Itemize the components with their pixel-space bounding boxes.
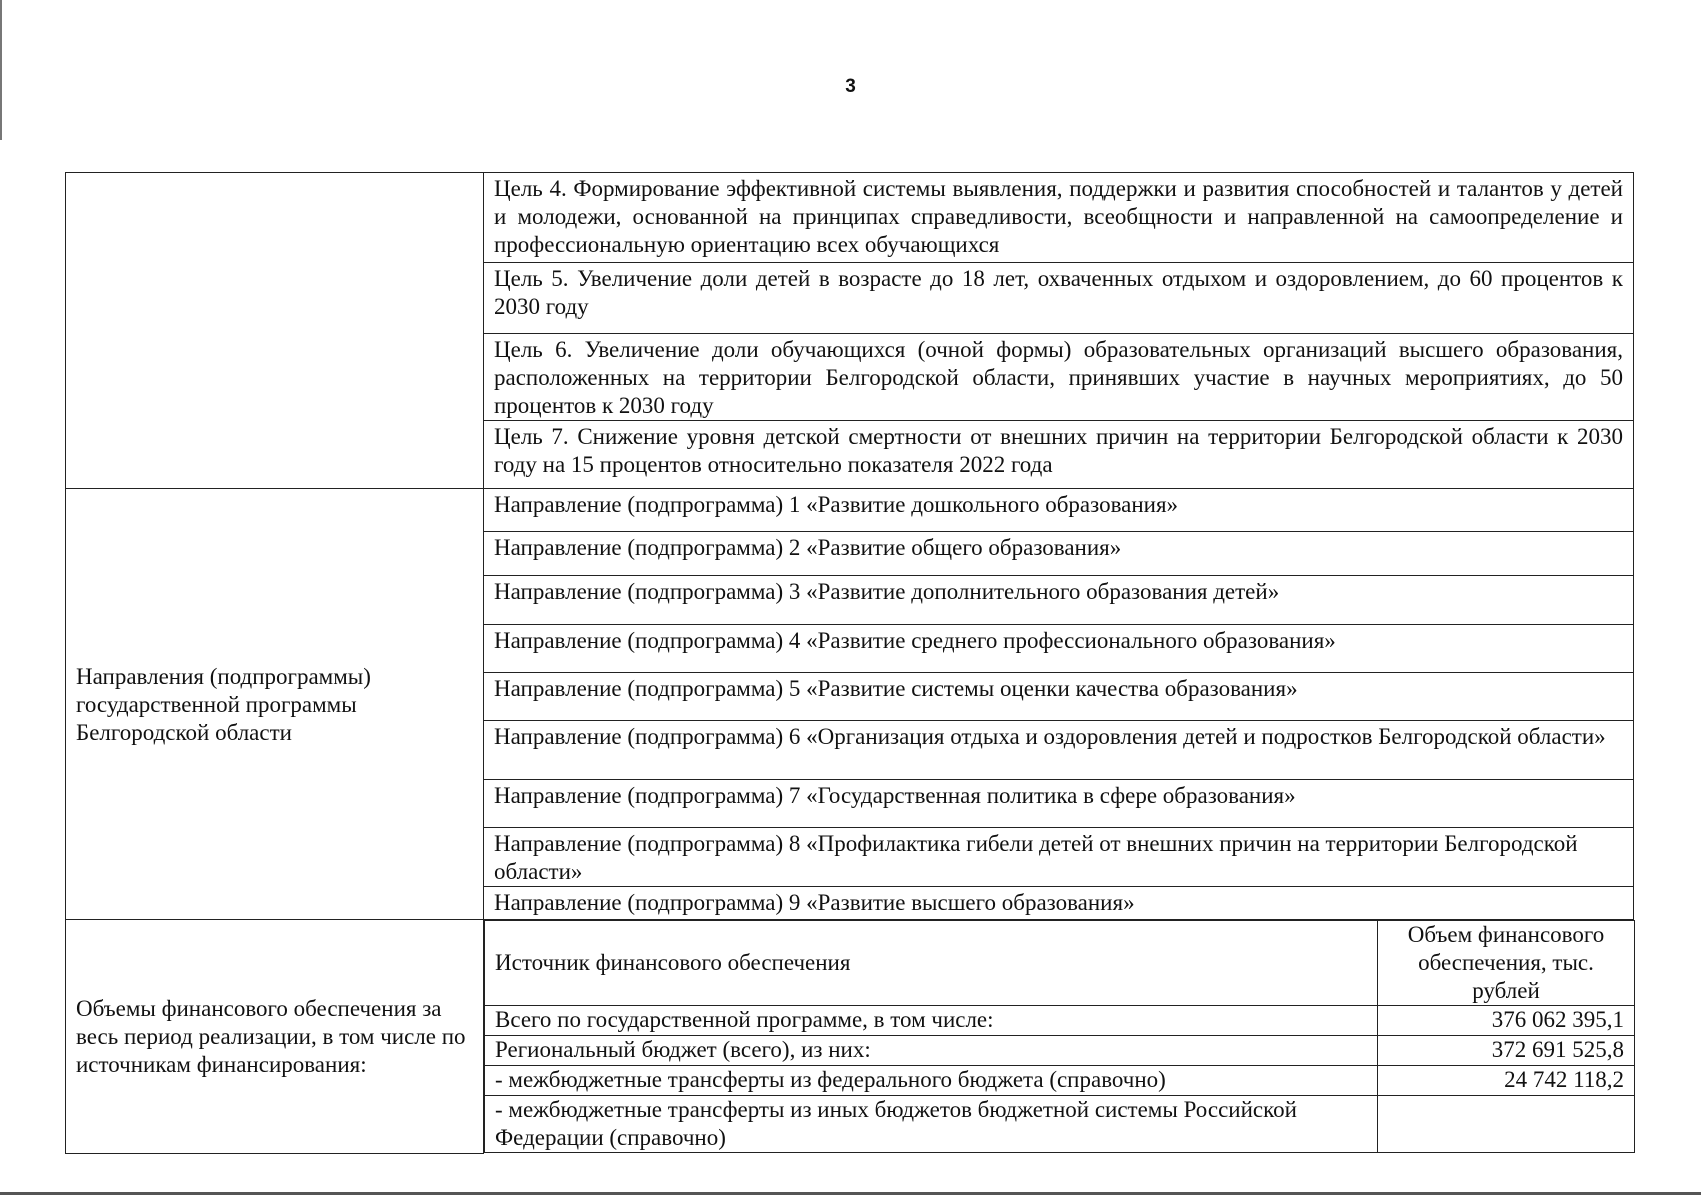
finance-data-row [485,1096,1635,1153]
finance-row [66,920,1634,1154]
finance-value: 376 062 395,1 [1378,1006,1635,1036]
finance-data-row [485,1006,1635,1036]
direction-item: Направление (подпрограмма) 5 «Развитие системы оценки качества образования» [484,673,1634,721]
scan-left-edge [0,0,2,140]
direction-item: Направление (подпрограмма) 6 «Организация отдыха и оздоровления детей и подростков Белгородской области» [484,721,1634,780]
direction-item: Направление (подпрограмма) 2 «Развитие общего образования» [484,532,1634,576]
finance-source: Региональный бюджет (всего), из них: [485,1036,1378,1066]
direction-item: Направление (подпрограмма) 3 «Развитие дополнительного образования детей» [484,576,1634,625]
finance-data-row [485,1066,1635,1096]
finance-data-row [485,1036,1635,1066]
finance-header-volume: Объем финансового обеспечения, тыс. рублей [1378,921,1635,1006]
finance-label: Объемы финансового обеспечения за весь период реализации, в том числе по источникам финансирования: [66,920,484,1154]
direction-row [66,489,1634,532]
finance-source: Всего по государственной программе, в том числе: [485,1006,1378,1036]
goal-text: Цель 6. Увеличение доли обучающихся (очной формы) образовательных организаций высшего образования, расположенных на территории Белгородской области, принявших участие в научных мероприятиях, до 50 процентов к 2030 году [484,334,1634,421]
goal-text: Цель 7. Снижение уровня детской смертности от внешних причин на территории Белгородской области к 2030 году на 15 процентов относительно показателя 2022 года [484,421,1634,489]
finance-header-row [485,921,1635,1006]
goal-text: Цель 5. Увеличение доли детей в возрасте до 18 лет, охваченных отдыхом и оздоровлением, до 60 процентов к 2030 году [484,263,1634,334]
direction-item: Направление (подпрограмма) 9 «Развитие высшего образования» [484,887,1634,920]
finance-source: - межбюджетные трансферты из иных бюджетов бюджетной системы Российской Федерации (справочно) [485,1096,1378,1153]
goals-label-cell [66,173,484,489]
finance-value: 372 691 525,8 [1378,1036,1635,1066]
finance-value: 24 742 118,2 [1378,1066,1635,1096]
directions-label: Направления (подпрограммы) государственной программы Белгородской области [66,489,484,920]
goal-row [66,173,1634,263]
page-number: 3 [845,76,856,97]
finance-cell [484,920,1634,1154]
finance-value [1378,1096,1635,1153]
direction-item: Направление (подпрограмма) 7 «Государственная политика в сфере образования» [484,780,1634,828]
finance-source: - межбюджетные трансферты из федерального бюджета (справочно) [485,1066,1378,1096]
direction-item: Направление (подпрограмма) 8 «Профилактика гибели детей от внешних причин на территории Белгородской области» [484,828,1634,887]
direction-item: Направление (подпрограмма) 1 «Развитие дошкольного образования» [484,489,1634,532]
finance-header-source: Источник финансового обеспечения [485,921,1378,1006]
finance-table [484,920,1635,1153]
program-passport-table [65,172,1634,1154]
goal-text: Цель 4. Формирование эффективной системы выявления, поддержки и развития способностей и талантов у детей и молодежи, основанной на принципах справедливости, всеобщности и направленной на самоопределение и профессиональную ориентацию всех обучающихся [484,173,1634,263]
direction-item: Направление (подпрограмма) 4 «Развитие среднего профессионального образования» [484,625,1634,673]
scan-bottom-edge [0,1192,1701,1195]
